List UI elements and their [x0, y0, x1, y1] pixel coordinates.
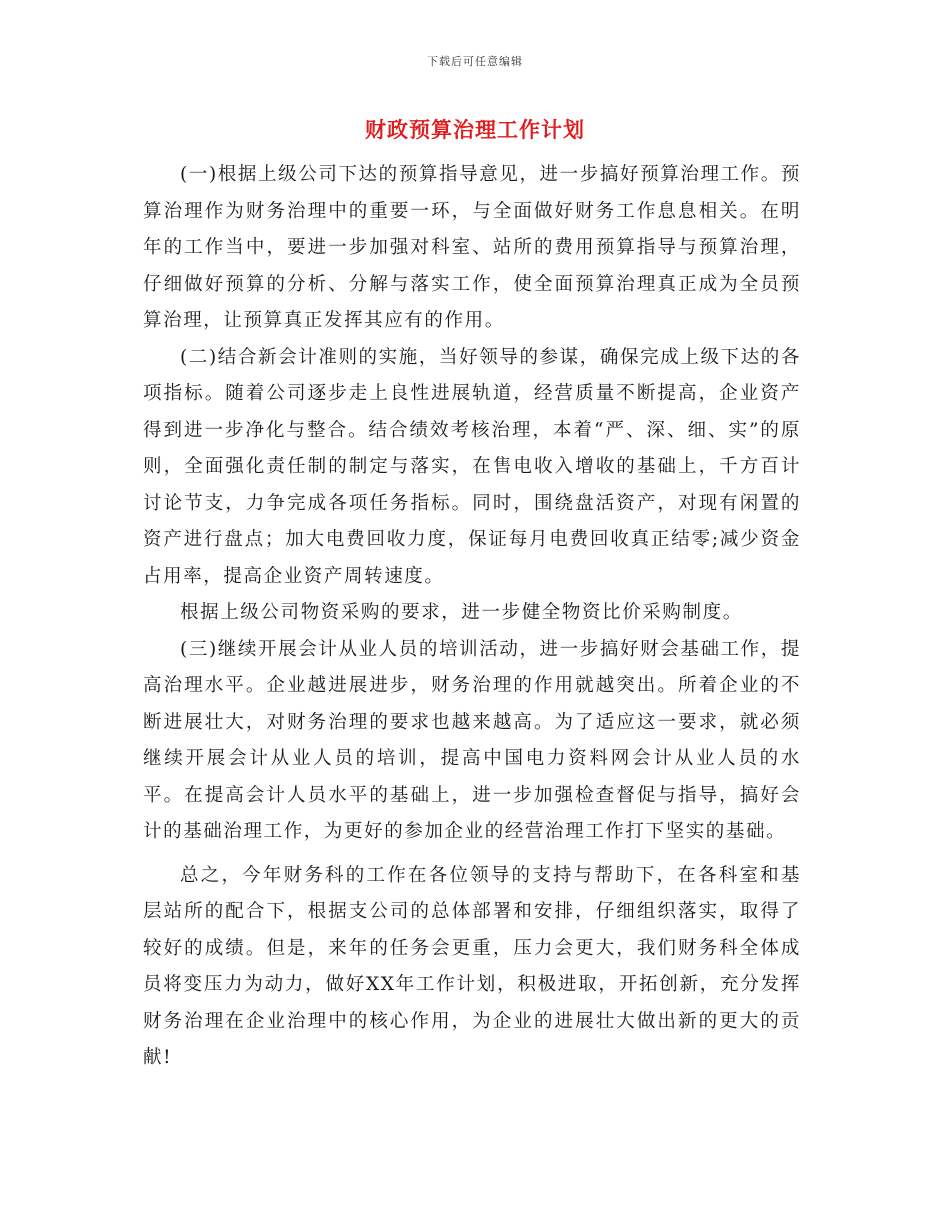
paragraph-budget-management: (一)根据上级公司下达的预算指导意见，进一步搞好预算治理工作。预算治理作为财务治理中的重要一环，与全面做好财务工作息息相关。在明年的工作当中，要进一步加强对科室、站所的费用预算指导与预算治理，仔细做好预算的分析、分解与落实工作，使全面预算治理真正成为全员预算治理，让预算真正发挥其应有的作用。: [143, 164, 801, 331]
document-title: 财政预算治理工作计划: [365, 117, 585, 142]
paragraph-summary: 总之，今年财务科的工作在各位领导的支持与帮助下，在各科室和基层站所的配合下，根据支公司的总体部署和安排，仔细组织落实，取得了较好的成绩。但是，来年的任务会更重，压力会更大，我们财务科全体成员将变压力为动力，做好XX年工作计划，积极进取，开拓创新，充分发挥财务治理在企业治理中的核心作用，为企业的进展壮大做出新的更大的贡献!: [143, 864, 801, 1068]
paragraph-procurement: 根据上级公司物资采购的要求，进一步健全物资比价采购制度。: [180, 602, 743, 623]
paragraph-training: (三)继续开展会计从业人员的培训活动，进一步搞好财会基础工作，提高治理水平。企业越进展进步，财务治理的作用就越突出。所着企业的不断进展壮大，对财务治理的要求也越来越高。为了适应这一要求，就必须继续开展会计从业人员的培训，提高中国电力资料网会计从业人员的水平。在提高会计人员水平的基础上，进一步加强检查督促与指导，搞好会计的基础治理工作，为更好的参加企业的经营治理工作打下坚实的基础。: [143, 638, 801, 842]
paragraph-accounting-standards: (二)结合新会计准则的实施，当好领导的参谋，确保完成上级下达的各项指标。随着公司逐步走上良性进展轨道，经营质量不断提高，企业资产得到进一步净化与整合。结合绩效考核治理，本着“严、深、细、实”的原则，全面强化责任制的制定与落实，在售电收入增收的基础上，千方百计讨论节支，力争完成各项任务指标。同时，围绕盘活资产，对现有闲置的资产进行盘点；加大电费回收力度，保证每月电费回收真正结零;减少资金占用率，提高企业资产周转速度。: [143, 346, 801, 587]
document-body: [143, 157, 801, 1077]
header-note: 下载后可任意编辑: [427, 55, 523, 68]
